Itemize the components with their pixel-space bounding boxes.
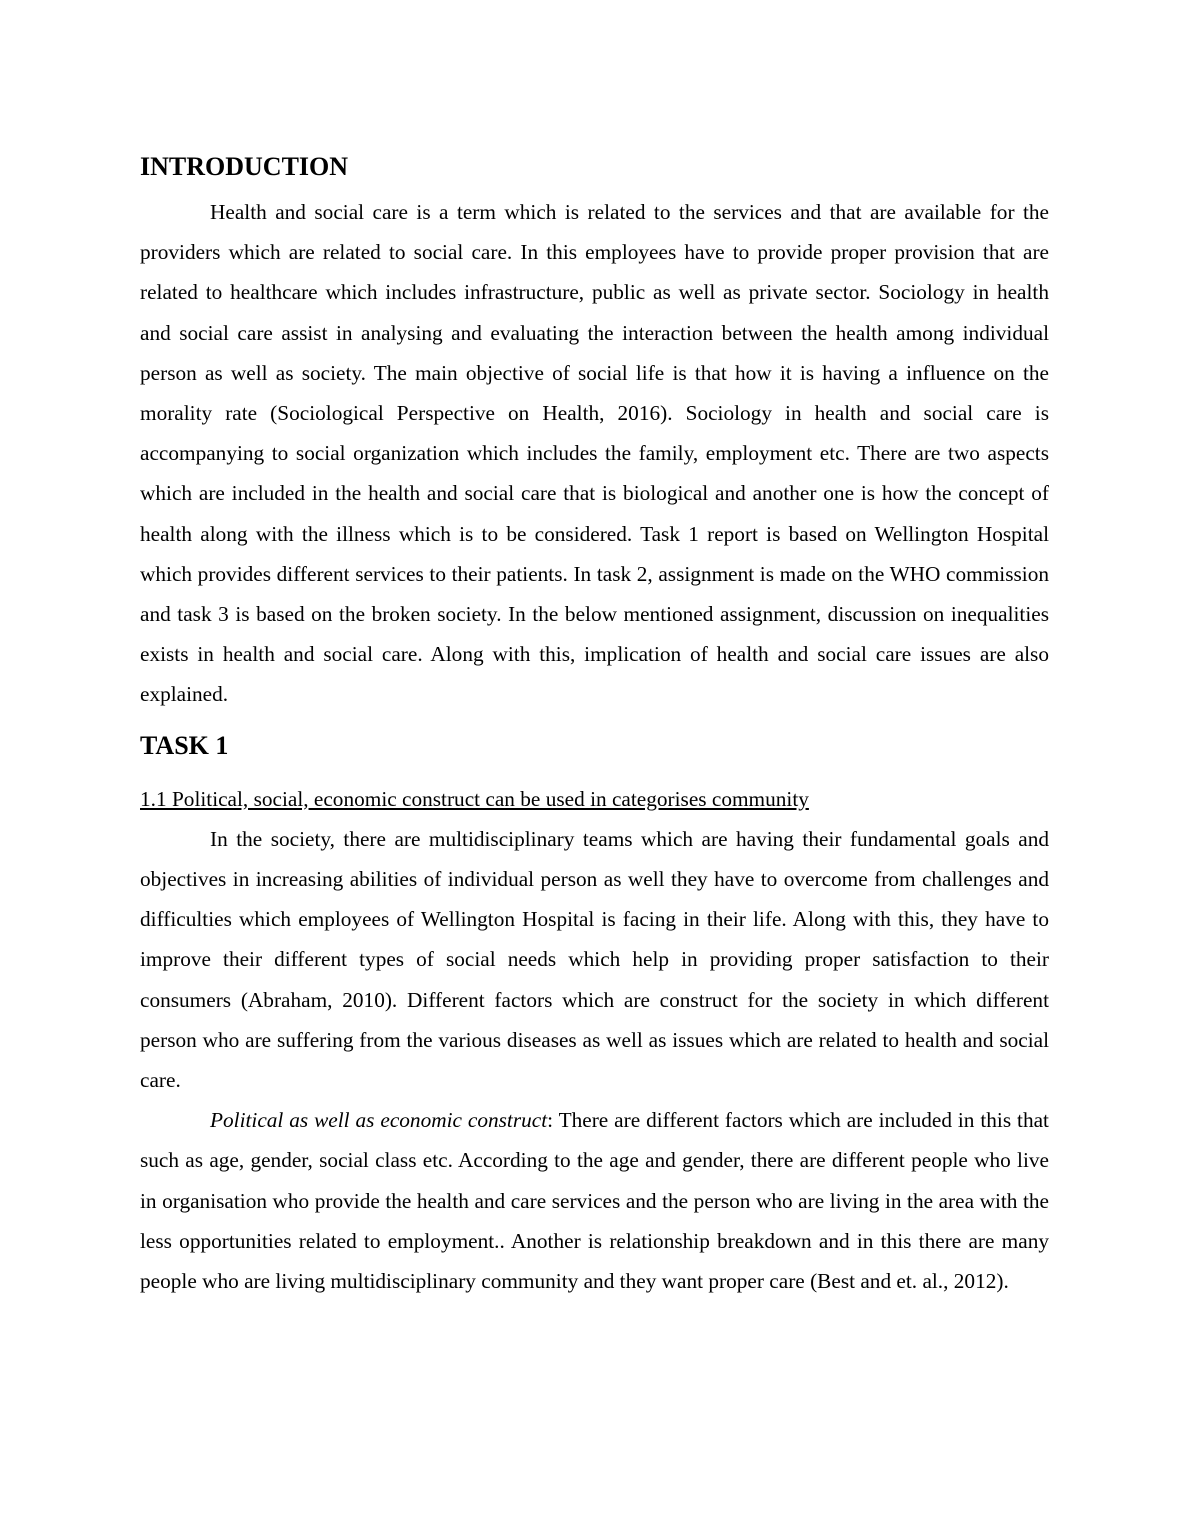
task1-paragraph-1: In the society, there are multidisciplinary teams which are having their fundamental goals and objectives in increasing abilities of individual person as well they have to overcome from challenges and difficulties which employees of Wellington Hospital is facing in their life. Along with this, they have to improve their different types of social needs which help in providing proper satisfaction to their consumers (Abraham, 2010). Different factors which are construct for the society in which different person who are suffering from the various diseases as well as issues which are related to health and social care. <box>140 826 1049 1093</box>
task1-subheading: 1.1 Political, social, economic construct can be used in categorises community <box>140 786 809 811</box>
document-page <box>140 150 1049 1301</box>
introduction-paragraph: Health and social care is a term which is related to the services and that are available for the providers which are related to social care. In this employees have to provide proper provision that are related to healthcare which includes infrastructure, public as well as private sector. Sociology in health and social care assist in analysing and evaluating the interaction between the health among individual person as well as society. The main objective of social life is that how it is having a influence on the morality rate (Sociological Perspective on Health, 2016). Sociology in health and social care is accompanying to social organization which includes the family, employment etc. There are two aspects which are included in the health and social care that is biological and another one is how the concept of health along with the illness which is to be considered. Task 1 report is based on Wellington Hospital which provides different services to their patients. In task 2, assignment is made on the WHO commission and task 3 is based on the broken society. In the below mentioned assignment, discussion on inequalities exists in health and social care. Along with this, implication of health and social care issues are also explained. <box>140 200 1049 707</box>
task1-paragraph-2 <box>140 1100 1049 1301</box>
task1-heading: TASK 1 <box>140 730 229 760</box>
political-economic-construct-term: Political as well as economic construct <box>210 1108 548 1133</box>
introduction-heading: INTRODUCTION <box>140 152 349 181</box>
task1-paragraph-2-text: : There are different factors which are included in this that such as age, gender, social class etc. According to the age and gender, there are different people who live in organisation who provide the health and care services and the person who are living in the area with the less opportunities related to employment.. Another is relationship breakdown and in this there are many people who are living multidisciplinary community and they want proper care (Best and et. al., 2012). <box>140 1108 1049 1294</box>
